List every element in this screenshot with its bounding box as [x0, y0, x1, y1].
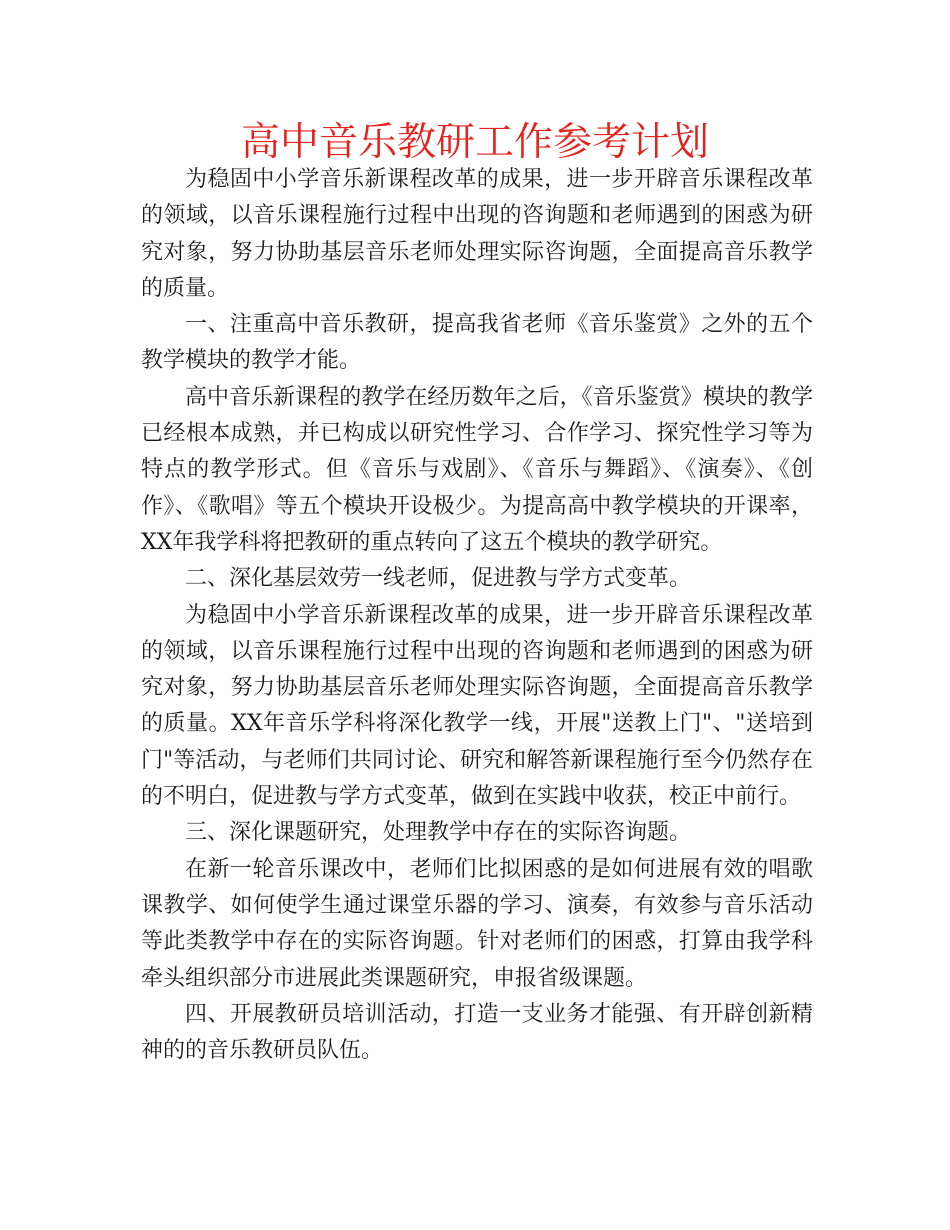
section-heading-3: 三、深化课题研究，处理教学中存在的实际咨询题。 [185, 820, 692, 846]
section-heading-4: 四、开展教研员培训活动，打造一支业务才能强、有开辟创新精神的的音乐教研员队伍。 [141, 1001, 813, 1064]
section-heading-1: 一、注重高中音乐教研，提高我省老师《音乐鉴赏》之外的五个教学模块的教学才能。 [141, 312, 813, 374]
document-body [141, 162, 813, 1069]
paragraph-intro: 为稳固中小学音乐新课程改革的成果，进一步开辟音乐课程改革的领域，以音乐课程施行过程中出现的咨询题和老师遇到的困惑为研究对象，努力协助基层音乐老师处理实际咨询题，全面提高音乐教学的质量。 [141, 167, 813, 301]
section-heading-2: 二、深化基层效劳一线老师，促进教与学方式变革。 [185, 566, 692, 592]
paragraph-section-3: 在新一轮音乐课改中，老师们比拟困惑的是如何进展有效的唱歌课教学、如何使学生通过课堂乐器的学习、演奏，有效参与音乐活动等此类教学中存在的实际咨询题。针对老师们的困惑，打算由我学科牵头组织部分市进展此类课题研究，申报省级课题。 [141, 856, 813, 991]
document-title: 高中音乐教研工作参考计划 [240, 120, 709, 165]
paragraph-section-2: 为稳固中小学音乐新课程改革的成果，进一步开辟音乐课程改革的领域，以音乐课程施行过程中出现的咨询题和老师遇到的困惑为研究对象，努力协助基层音乐老师处理实际咨询题，全面提高音乐教学的质量。XX年音乐学科将深化教学一线，开展"送教上门"、"送培到门"等活动，与老师们共同讨论、研究和解答新课程施行至今仍然存在的不明白，促进教与学方式变革，做到在实践中收获，校正中前行。 [141, 602, 813, 810]
paragraph-section-1: 高中音乐新课程的教学在经历数年之后，《音乐鉴赏》模块的教学已经根本成熟，并已构成以研究性学习、合作学习、探究性学习等为特点的教学形式。但《音乐与戏剧》、《音乐与舞蹈》、《演奏》、《创作》、《歌唱》等五个模块开设极少。为提高高中教学模块的开课率，XX年我学科将把教研的重点转向了这五个模块的教学研究。 [141, 384, 813, 555]
